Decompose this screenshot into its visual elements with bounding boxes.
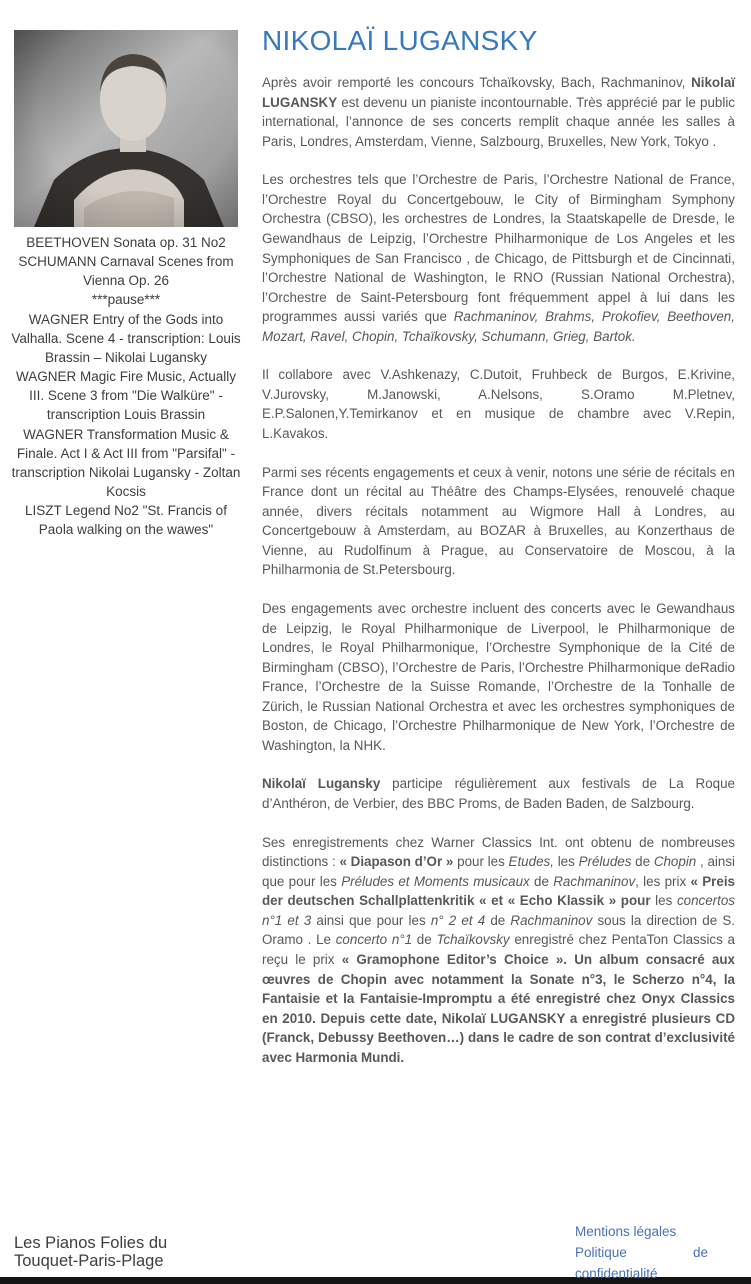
text-run: Ses enregistrements chez Warner Classics Int. ont obtenu de nombreuses distinctions : (262, 834, 735, 870)
bio (262, 73, 735, 1067)
text-run: Il collabore avec V.Ashkenazy, C.Dutoit, Fruhbeck de Burgos, E.Krivine, V.Jurovsky, M.Janowski, A.Nelsons, S.Oramo M.Pletnev, E.P.Salonen,Y.Temirkanov et en musique de chambre avec V.Repin, L.Kavakos. (262, 367, 735, 441)
text-run: concertos n°1 et 3 (262, 893, 735, 928)
footer-link[interactable]: Politique de confidentialité (575, 1245, 708, 1281)
bio-paragraph (262, 463, 735, 580)
text-run: participe régulièrement aux festivals de La Roque d’Anthéron, de Verbier, des BBC Proms, de Baden Baden, de Salzbourg. (262, 776, 735, 811)
text-run: « Gramophone Editor’s Choice ». Un album consacré aux œuvres de Chopin avec notamment la Sonate n°3, le Scherzo n°4, la Fantaisie et la Fantaisie-Impromptu a été enregistré chez Onyx Classics en 2010. Depuis cette date, Nikolaï LUGANSKY a enregistré plusieurs CD (Franck, Debussy Beethoven…) dans le cadre de son contrat d’exclusivité avec Harmonia Mundi. (262, 951, 736, 1065)
bio-paragraph (262, 599, 735, 756)
text-run: Nikolaï LUGANSKY (262, 75, 735, 110)
footer-links (575, 1221, 708, 1284)
text-run: Tchaïkovsky (436, 932, 510, 948)
program-item: SCHUMANN Carnaval Scenes from Vienna Op. 26 (18, 254, 234, 289)
text-run: de (485, 912, 511, 928)
text-run: Des engagements avec orchestre incluent des concerts avec le Gewandhaus de Leipzig, le Royal Philharmonique de Liverpool, le Philharmonique de Londres, le Royal Philharmonique, l’Orchestre Symphonique de la Cité de Birmingham (CBSO), l’Orchestre de Paris, l’Orchestre Philharmonique deRadio France, l’Orchestre de la Suisse Romande, l’Orchestre de la Tonhalle de Zürich, le Russian National Orchestra et avec les orchestres symphoniques de Boston, de Chicago, l’Orchestre Philharmonique de New York, l’Orchestre de Washington, la NHK. (262, 600, 735, 753)
text-run: ainsi que pour les (311, 912, 431, 928)
text-run: de (529, 873, 554, 889)
text-run: Après avoir remporté les concours Tchaïkovsky, Bach, Rachmaninov, (262, 75, 692, 90)
bio-paragraph (262, 73, 735, 151)
bio-paragraph (262, 170, 735, 346)
concert-program (9, 233, 243, 540)
text-run: de (631, 854, 654, 870)
text-run: Rachmaninov (553, 873, 636, 889)
text-run: enregistré chez PentaTon Classics a reçu le prix (262, 932, 735, 967)
footer-link[interactable]: Mentions légales (575, 1224, 677, 1239)
bio-paragraph (262, 365, 735, 443)
text-run: , les prix (635, 873, 691, 889)
text-run: Nikolaï Lugansky (262, 776, 381, 792)
bio-paragraph (262, 774, 735, 813)
main-content (262, 25, 735, 1086)
program-item: WAGNER Magic Fire Music, Actually III. Scene 3 from "Die Walküre" - transcription Louis Brassin (15, 369, 237, 423)
text-run: Rachmaninov, Brahms, Prokofiev, Beethoven, Mozart, Ravel, Chopin, Tchaïkovsky, Schumann, Grieg, Bartok. (262, 309, 735, 344)
text-run: sous la direction de S. Oramo . Le (262, 912, 735, 948)
text-run: « Diapason d’Or » (339, 854, 454, 870)
bio-paragraph (262, 833, 735, 1068)
text-run: est devenu un pianiste incontournable. Très apprécié par le public international, l’annonce de ses concerts remplit chaque année les salles à Paris, Londres, Amsterdam, Vienne, Salzbourg, Bruxelles, New York, Tokyo . (262, 94, 735, 149)
text-run: Etudes, (508, 854, 554, 870)
program-item: LISZT Legend No2 "St. Francis of Paola walking on the wawes" (25, 503, 227, 538)
text-run: les (553, 854, 579, 870)
text-run: Chopin (653, 854, 697, 870)
site-name: Les Pianos Folies du Touquet-Paris-Plage (14, 1234, 168, 1270)
text-run: de (412, 932, 437, 948)
text-run: Les orchestres tels que l’Orchestre de Paris, l’Orchestre National de France, l’Orchestre Royal du Concertgebouw, le City of Birmingham Symphony Orchestra (CBSO), les orchestres de Londres, la Staatskapelle de Dresde, le Gewandhaus de Leipzig, l’Orchestre Philharmonique de Los Angeles et les Symphoniques de San Francisco , de Chicago, de Pittsburgh et de Cincinnati, l’Orchestre National de Washington, le RNO (Russian National Orchestra), l’Orchestre de Saint-Petersbourg font fréquemment appel à lui dans les programmes aussi variés que (262, 172, 735, 325)
program-item: BEETHOVEN Sonata op. 31 No2 (26, 235, 226, 250)
portrait-photo-image (14, 30, 238, 227)
text-run: Parmi ses récents engagements et ceux à venir, notons une série de récitals en France dont un récital au Théâtre des Champs-Elysées, renouvelé chaque année, divers récitals notamment au Wigmore Hall à Londres, au Concertgebouw à Amsterdam, au BOZAR à Bruxelles, au Konzerthaus de Vienne, au Rudolfinum à Prague, au Conservatoire de Moscou, à la Philharmonia de St.Petersbourg. (262, 464, 735, 578)
program-item: ***pause*** (91, 292, 161, 308)
program-item: WAGNER Transformation Music & Finale. Act I & Act III from "Parsifal" - transcription Nikolai Lugansky - Zoltan Kocsis (11, 426, 241, 500)
page-title: NIKOLAÏ LUGANSKY (262, 25, 538, 56)
text-run: Préludes (578, 854, 632, 870)
program-item: WAGNER Entry of the Gods into Valhalla. Scene 4 - transcription: Louis Brassin – Nikolai Lugansky (11, 311, 241, 365)
text-run: pour les (453, 854, 509, 870)
text-run: concerto n°1 (335, 932, 413, 948)
text-run: n° 2 et 4 (430, 912, 486, 928)
text-run: Préludes et Moments musicaux (341, 873, 530, 889)
text-run: les (650, 893, 677, 909)
text-run: Rachmaninov (510, 912, 593, 928)
text-run: , ainsi que pour les (262, 854, 735, 889)
portrait-photo (14, 30, 238, 227)
text-run: « Preis der deutschen Schallplattenkritik « et « Echo Klassik » pour (262, 873, 735, 909)
